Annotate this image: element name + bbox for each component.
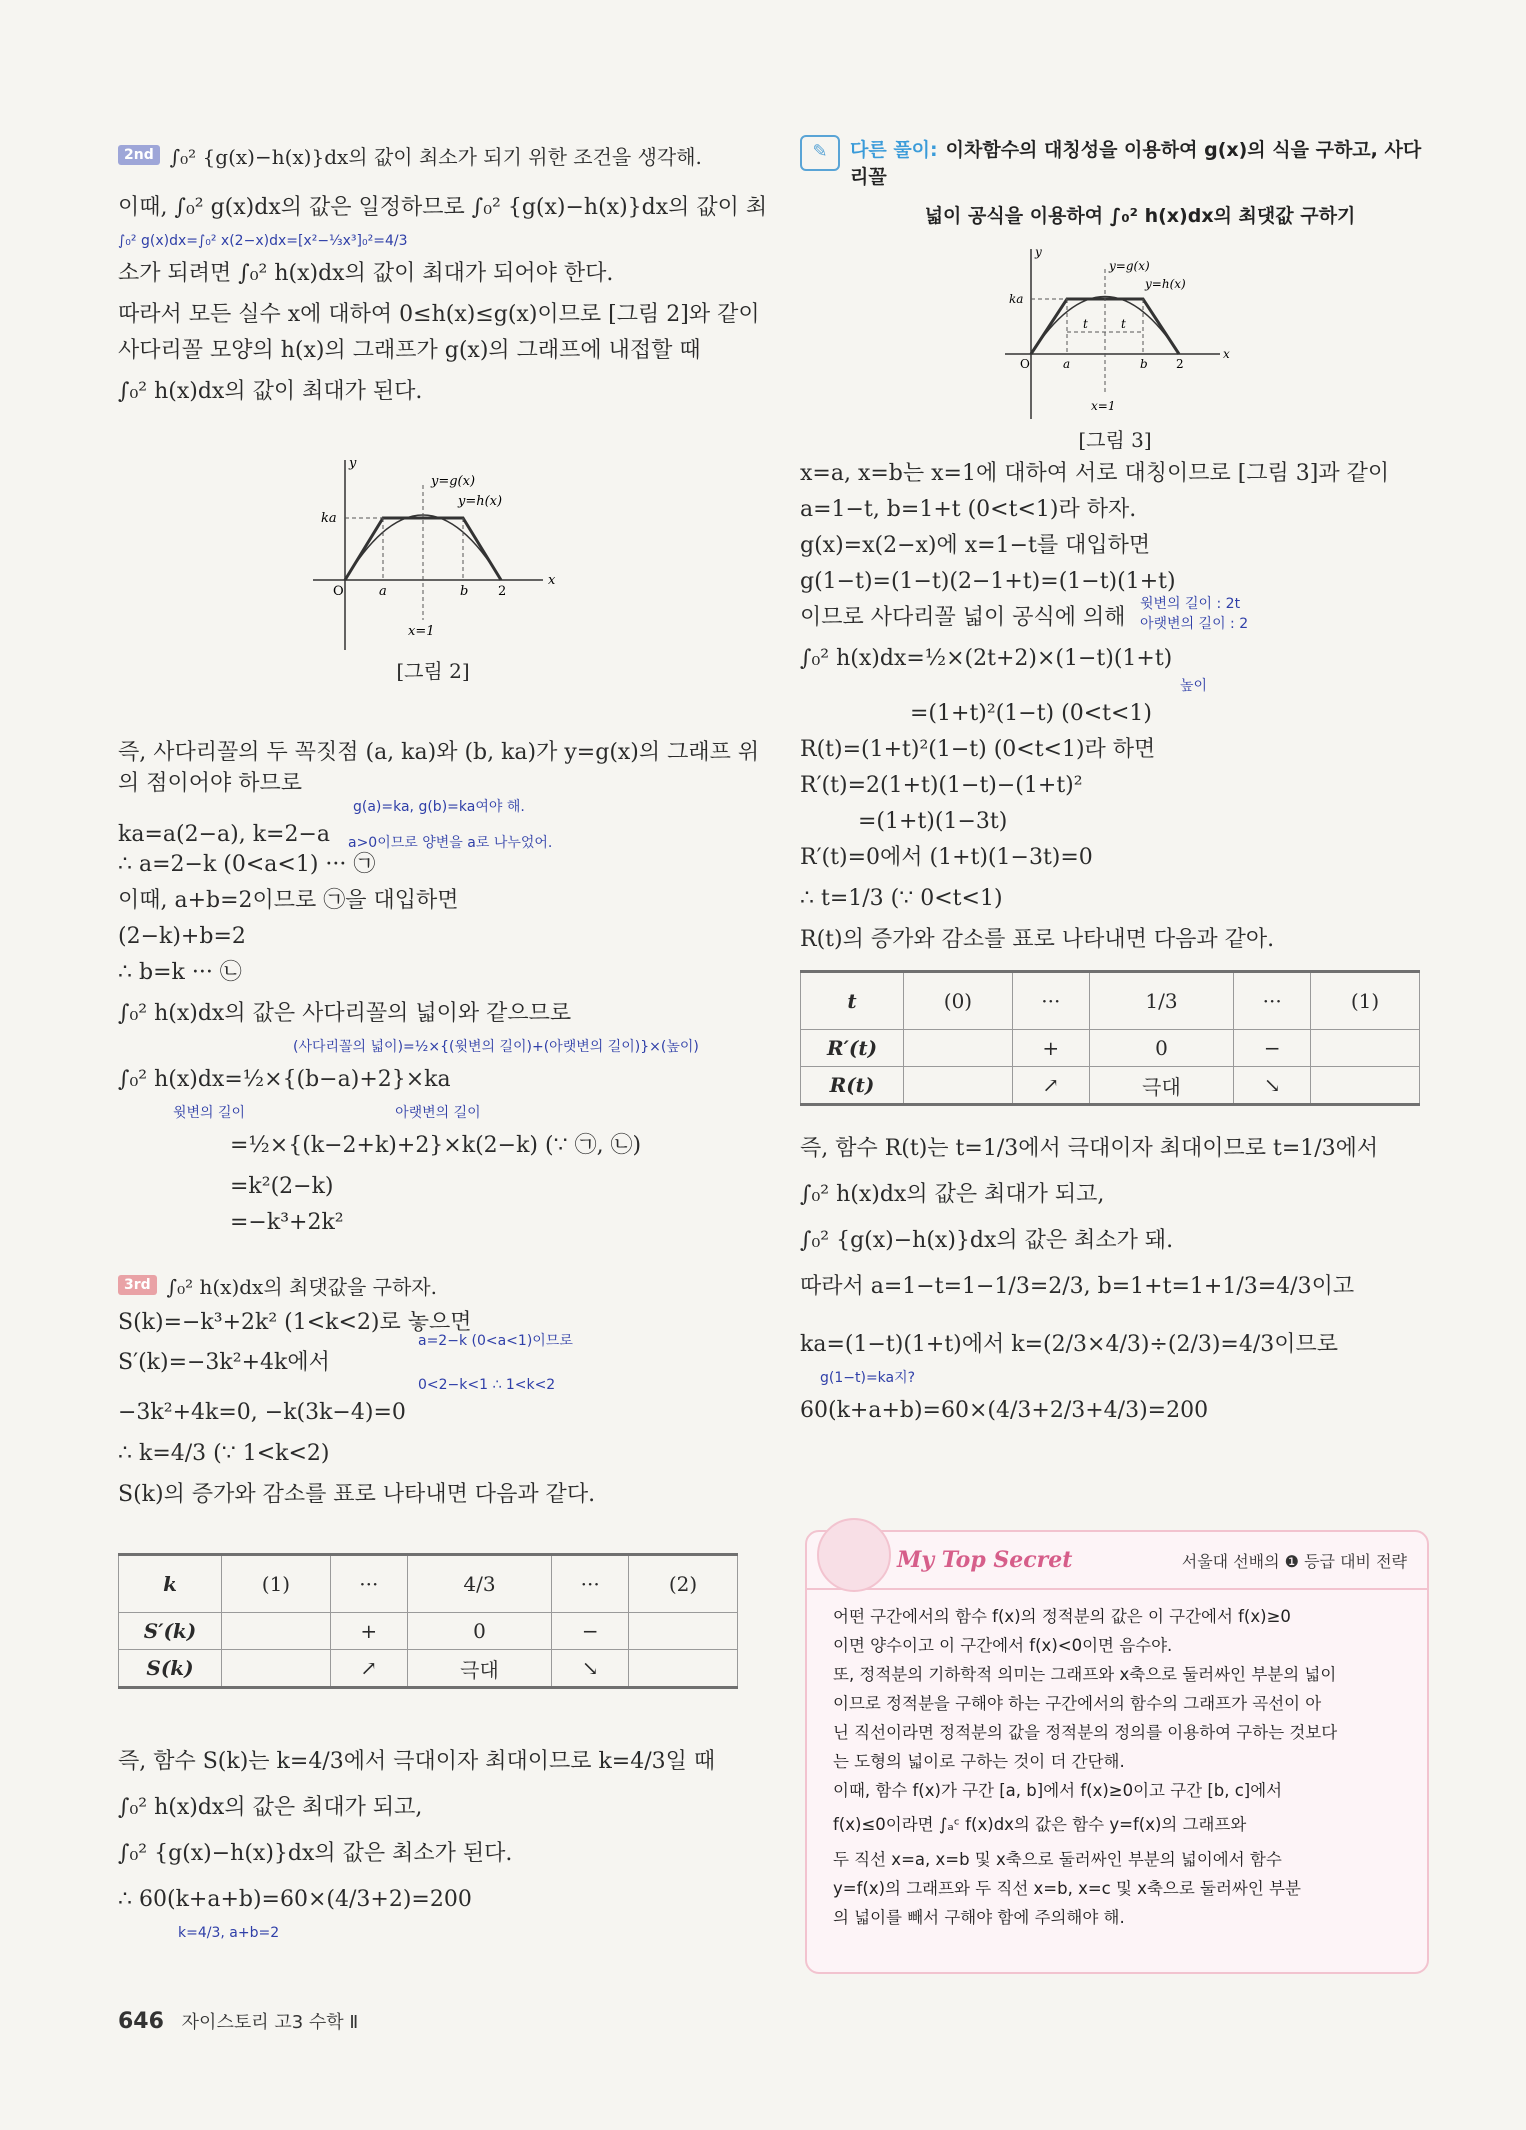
increase-decrease-table xyxy=(118,1553,738,1689)
origin-label: O xyxy=(333,584,344,599)
annotation: k=4/3, a+b=2 xyxy=(178,1925,280,1941)
text-line: R′(t)=0에서 (1+t)(1−3t)=0 xyxy=(800,845,1093,870)
text-line: =(1+t)(1−3t) xyxy=(858,809,1008,834)
gx-label: y=g(x) xyxy=(431,474,476,489)
table-row xyxy=(801,1067,1420,1105)
text-line: ∴ 60(k+a+b)=60×(4/3+2)=200 xyxy=(118,1887,472,1912)
text-line: =−k³+2k² xyxy=(230,1210,344,1235)
text-line: g(1−t)=(1−t)(2−1+t)=(1−t)(1+t) xyxy=(800,569,1176,594)
text-line: 이므로 사다리꼴 넓이 공식에 의해 윗변의 길이 : 2t 아랫변의 길이 : 2 xyxy=(800,596,1249,632)
table-row xyxy=(119,1555,738,1613)
table-cell: ··· xyxy=(1012,972,1089,1030)
t-label: t xyxy=(1083,317,1088,331)
x1-label: x=1 xyxy=(408,624,435,639)
annotation-upper-base: 윗변의 길이 아랫변의 길이 xyxy=(173,1105,481,1121)
alternate-solution-heading xyxy=(800,135,1430,228)
table-cell: k xyxy=(119,1555,222,1613)
table-cell: − xyxy=(552,1613,629,1650)
annotation: ∫₀² g(x)dx=∫₀² x(2−x)dx=[x²−⅓x³]₀²=4/3 xyxy=(118,233,408,249)
text-line: S(k)=−k³+2k² (1<k<2)로 놓으면 xyxy=(118,1310,472,1335)
text-line: ∫₀² h(x)dx의 값이 최대가 된다. xyxy=(118,379,423,404)
text-line: S′(k)=−3k²+4k에서 xyxy=(118,1350,330,1375)
text-line: 는 도형의 넓이로 구하는 것이 더 간단해. xyxy=(833,1752,1125,1771)
annotation: a=2−k (0<a<1)이므로 xyxy=(418,1333,573,1349)
table-cell: 4/3 xyxy=(407,1555,552,1613)
b-label: b xyxy=(460,584,469,599)
text-line: ∫₀² h(x)dx의 값은 최대가 되고, xyxy=(800,1182,1105,1207)
alt-label: 다른 풀이: xyxy=(850,139,938,161)
text-line: S(k)의 증가와 감소를 표로 나타내면 다음과 같다. xyxy=(118,1482,596,1507)
table-cell: ↗ xyxy=(1012,1067,1089,1105)
table-cell xyxy=(222,1613,331,1650)
right-column xyxy=(800,135,1430,1434)
table-cell xyxy=(1311,1067,1420,1105)
text-line: ∫₀² {g(x)−h(x)}dx의 값은 최소가 된다. xyxy=(118,1841,513,1866)
table-cell: S(k) xyxy=(119,1650,222,1688)
table-cell: R(t) xyxy=(801,1067,904,1105)
table-cell: 극대 xyxy=(407,1650,552,1688)
text-line: ∴ k=4/3 (∵ 1<k<2) xyxy=(118,1441,330,1466)
text-line: 이므로 정적분을 구해야 하는 구간에서의 함수의 그래프가 곡선이 아 xyxy=(833,1694,1322,1713)
axis-label-x: x xyxy=(1223,347,1230,361)
table-cell: R′(t) xyxy=(801,1030,904,1067)
table-cell: 극대 xyxy=(1089,1067,1234,1105)
x1-label: x=1 xyxy=(1091,399,1116,413)
figure-3-graph xyxy=(995,244,1235,424)
table-cell: ↗ xyxy=(330,1650,407,1688)
a-label: a xyxy=(1063,357,1071,371)
table-cell: S′(k) xyxy=(119,1613,222,1650)
figure-caption: [그림 3] xyxy=(1078,428,1152,452)
annotation: g(1−t)=ka지? xyxy=(820,1370,916,1386)
table-cell: t xyxy=(801,972,904,1030)
step-title: ∫₀² h(x)dx의 최댓값을 구하자. xyxy=(166,1274,437,1299)
text-line: 두 직선 x=a, x=b 및 x축으로 둘러싸인 부분의 넓이에서 함수 xyxy=(833,1850,1282,1869)
top-secret-box xyxy=(805,1530,1429,1974)
table-row xyxy=(119,1613,738,1650)
origin-label: O xyxy=(1020,357,1030,371)
text-line: ∴ t=1/3 (∵ 0<t<1) xyxy=(800,886,1003,911)
text-line: ka=a(2−a), k=2−a xyxy=(118,822,331,847)
table-row xyxy=(801,1030,1420,1067)
text-line: ∫₀² {g(x)−h(x)}dx의 값은 최소가 돼. xyxy=(800,1228,1174,1253)
annotation: (사다리꼴의 넓이)=½×{(윗변의 길이)+(아랫변의 길이)}×(높이) xyxy=(293,1039,699,1055)
text-line: 의 점이어야 하므로 xyxy=(118,771,303,796)
ka-label: ka xyxy=(321,511,337,526)
table-cell: 0 xyxy=(407,1613,552,1650)
b-label: b xyxy=(1140,357,1148,371)
text-line: (2−k)+b=2 xyxy=(118,924,246,949)
text-line: 60(k+a+b)=60×(4/3+2/3+4/3)=200 xyxy=(800,1398,1209,1423)
text-line: −3k²+4k=0, −k(3k−4)=0 xyxy=(118,1400,406,1425)
two-label: 2 xyxy=(498,584,507,599)
annotation: 높이 xyxy=(1180,678,1208,694)
text-line: =½×{(k−2+k)+2}×k(2−k) (∵ ㉠, ㉡) xyxy=(230,1133,642,1158)
text-line: 사다리꼴 모양의 h(x)의 그래프가 g(x)의 그래프에 내접할 때 xyxy=(118,338,701,363)
axis-label-x: x xyxy=(548,573,556,588)
table-cell: + xyxy=(330,1613,407,1650)
text-line: x=a, x=b는 x=1에 대하여 서로 대칭이므로 [그림 3]과 같이 xyxy=(800,461,1390,486)
figure-caption: [그림 2] xyxy=(396,659,470,683)
table-cell: ··· xyxy=(330,1555,407,1613)
text-line: ka=(1−t)(1+t)에서 k=(2/3×4/3)÷(2/3)=4/3이므로 xyxy=(800,1332,1339,1357)
text-line: 즉, 함수 R(t)는 t=1/3에서 극대이자 최대이므로 t=1/3에서 xyxy=(800,1136,1379,1161)
table-cell: 1/3 xyxy=(1089,972,1234,1030)
t-label: t xyxy=(1121,317,1126,331)
text-line: 어떤 구간에서의 함수 f(x)의 정적분의 값은 이 구간에서 f(x)≥0 xyxy=(833,1607,1291,1626)
text-line: f(x)≤0이라면 ∫ₐᶜ f(x)dx의 값은 함수 y=f(x)의 그래프와 xyxy=(833,1815,1247,1834)
text-line: 따라서 a=1−t=1−1/3=2/3, b=1+t=1+1/3=4/3이고 xyxy=(800,1274,1355,1299)
alt-title-line2: 넓이 공식을 이용하여 ∫₀² h(x)dx의 최댓값 구하기 xyxy=(924,205,1356,227)
text-line: R(t)의 증가와 감소를 표로 나타내면 다음과 같아. xyxy=(800,927,1275,952)
top-secret-body xyxy=(807,1590,1427,1944)
text-line: 즉, 사다리꼴의 두 꼭짓점 (a, ka)와 (b, ka)가 y=g(x)의 그래프 위 xyxy=(118,740,760,765)
text-line: ∴ a=2−k (0<a<1) ··· ㉠ xyxy=(118,852,376,877)
table-row xyxy=(119,1650,738,1688)
table-cell: (2) xyxy=(629,1555,738,1613)
text-line: 즉, 함수 S(k)는 k=4/3에서 극대이자 최대이므로 k=4/3일 때 xyxy=(118,1749,716,1774)
figure-2-graph xyxy=(303,455,563,655)
hx-label: y=h(x) xyxy=(458,494,503,509)
table-cell: (0) xyxy=(904,972,1013,1030)
two-label: 2 xyxy=(1176,357,1184,371)
text-line: 이때, ∫₀² g(x)dx의 값은 일정하므로 ∫₀² {g(x)−h(x)}dx의 값이 최 xyxy=(118,195,768,220)
left-column xyxy=(118,135,768,1943)
top-secret-subtitle: 서울대 선배의 ❶ 등급 대비 전략 xyxy=(1181,1551,1407,1571)
hx-label: y=h(x) xyxy=(1145,277,1186,291)
text-line: R(t)=(1+t)²(1−t) (0<t<1)라 하면 xyxy=(800,737,1156,762)
page-footer xyxy=(118,2008,358,2034)
table-cell: + xyxy=(1012,1030,1089,1067)
step-badge: 3rd xyxy=(118,1275,157,1295)
text-line: 이때, a+b=2이므로 ㉠을 대입하면 xyxy=(118,888,459,913)
text-line: 닌 직선이라면 정적분의 값을 정적분의 정의를 이용하여 구하는 것보다 xyxy=(833,1723,1338,1742)
a-label: a xyxy=(379,584,387,599)
text-line: =k²(2−k) xyxy=(230,1174,334,1199)
text-line: R′(t)=2(1+t)(1−t)−(1+t)² xyxy=(800,773,1083,798)
gx-label: y=g(x) xyxy=(1109,259,1150,273)
step-badge: 2nd xyxy=(118,145,160,165)
increase-decrease-table xyxy=(800,970,1420,1106)
top-secret-title: My Top Secret xyxy=(897,1547,1073,1573)
text-line: y=f(x)의 그래프와 두 직선 x=b, x=c 및 x축으로 둘러싸인 부분 xyxy=(833,1879,1301,1898)
table-cell xyxy=(222,1650,331,1688)
table-cell: ··· xyxy=(1234,972,1311,1030)
step-title: ∫₀² {g(x)−h(x)}dx의 값이 최소가 되기 위한 조건을 생각해. xyxy=(169,144,702,169)
annotation: g(a)=ka, g(b)=ka여야 해. xyxy=(353,799,525,815)
book-title: 자이스토리 고3 수학 Ⅱ xyxy=(181,2012,359,2033)
page-number: 646 xyxy=(118,2009,164,2034)
table-cell: 0 xyxy=(1089,1030,1234,1067)
table-cell xyxy=(1311,1030,1420,1067)
annotation: 윗변의 길이 : 2t xyxy=(1140,596,1241,612)
text-line: ∴ b=k ··· ㉡ xyxy=(118,960,242,985)
text-line: ∫₀² h(x)dx의 값은 사다리꼴의 넓이와 같으므로 xyxy=(118,1001,572,1026)
table-row xyxy=(801,972,1420,1030)
table-cell: ↘ xyxy=(552,1650,629,1688)
text-line: ∫₀² h(x)dx=½×(2t+2)×(1−t)(1+t) xyxy=(800,646,1173,671)
text-line: 이면 양수이고 이 구간에서 f(x)<0이면 음수야. xyxy=(833,1636,1173,1655)
text-line: g(x)=x(2−x)에 x=1−t를 대입하면 xyxy=(800,533,1151,558)
table-cell: ··· xyxy=(552,1555,629,1613)
table-cell: − xyxy=(1234,1030,1311,1067)
table-cell xyxy=(904,1030,1013,1067)
text-line: 의 넓이를 빼서 구해야 함에 주의해야 해. xyxy=(833,1908,1125,1927)
text-line: 따라서 모든 실수 x에 대하여 0≤h(x)≤g(x)이므로 [그림 2]와 같이 xyxy=(118,302,760,327)
axis-label-y: y xyxy=(349,456,357,471)
table-cell: (1) xyxy=(1311,972,1420,1030)
text-line: =(1+t)²(1−t) (0<t<1) xyxy=(910,701,1152,726)
annotation: a>0이므로 양변을 a로 나누었어. xyxy=(348,835,553,851)
text-line: ∫₀² h(x)dx의 값은 최대가 되고, xyxy=(118,1795,423,1820)
alt-title: 이차함수의 대칭성을 이용하여 g(x)의 식을 구하고, 사다리꼴 xyxy=(850,139,1422,188)
step2-heading xyxy=(118,135,748,175)
avatar xyxy=(817,1518,891,1592)
table-cell: (1) xyxy=(222,1555,331,1613)
text-line: 소가 되려면 ∫₀² h(x)dx의 값이 최대가 되어야 한다. xyxy=(118,261,614,286)
table-cell: ↘ xyxy=(1234,1067,1311,1105)
text-line: 이때, 함수 f(x)가 구간 [a, b]에서 f(x)≥0이고 구간 [b, c]에서 xyxy=(833,1781,1283,1800)
axis-label-y: y xyxy=(1035,245,1042,259)
step3-heading xyxy=(118,1265,748,1305)
table-cell xyxy=(629,1613,738,1650)
text-line: a=1−t, b=1+t (0<t<1)라 하자. xyxy=(800,497,1137,522)
top-secret-header xyxy=(807,1532,1427,1590)
table-cell xyxy=(904,1067,1013,1105)
annotation: 아랫변의 길이 : 2 xyxy=(1140,616,1249,632)
pencil-icon: ✎ xyxy=(800,135,840,171)
annotation: 0<2−k<1 ∴ 1<k<2 xyxy=(418,1377,556,1393)
table-cell xyxy=(629,1650,738,1688)
text-line: ∫₀² h(x)dx=½×{(b−a)+2}×ka xyxy=(118,1067,451,1092)
text-line: 또, 정적분의 기하학적 의미는 그래프와 x축으로 둘러싸인 부분의 넓이 xyxy=(833,1665,1337,1684)
ka-label: ka xyxy=(1009,292,1024,306)
